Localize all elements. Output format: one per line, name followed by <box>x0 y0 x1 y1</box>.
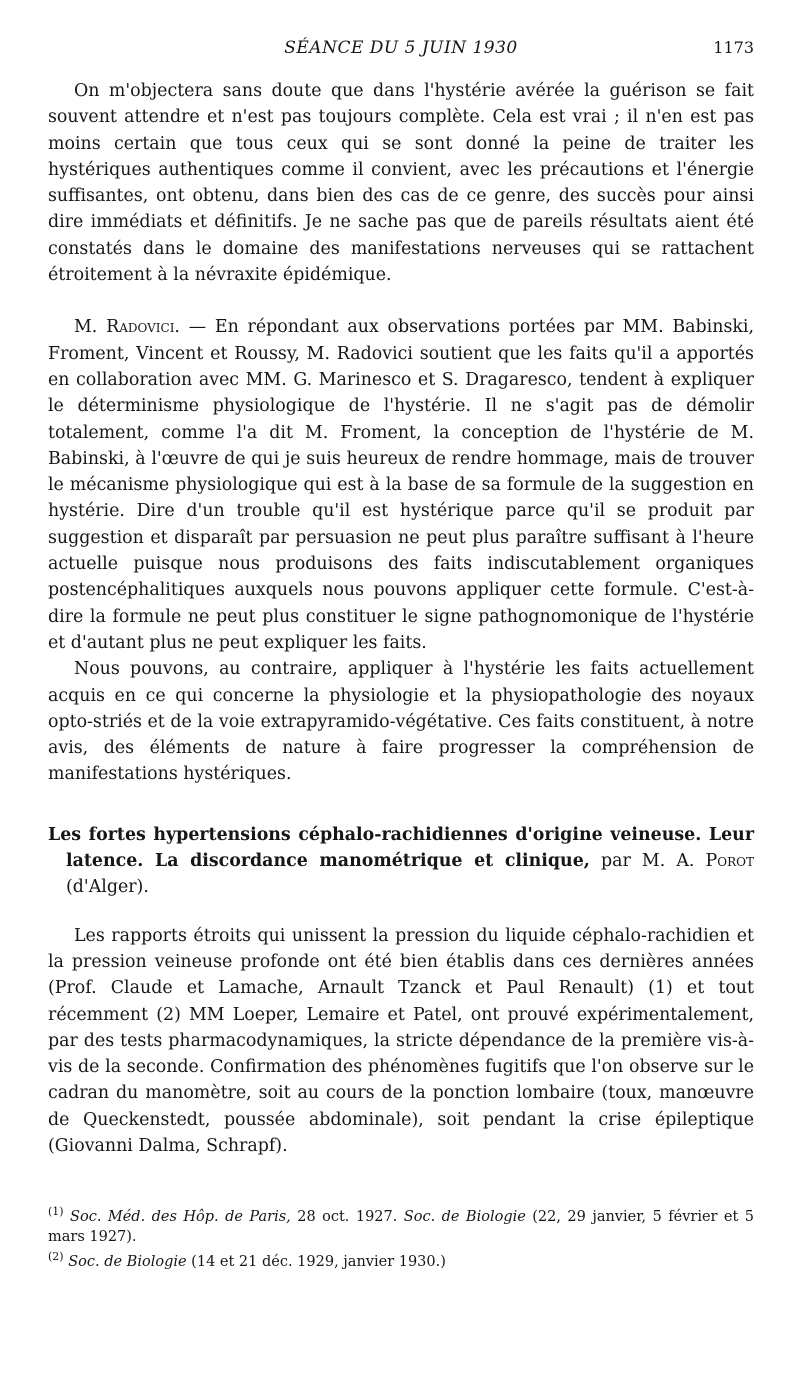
paragraph-radovici-response <box>48 314 754 656</box>
speaker-name: M. Radovici. <box>74 317 180 338</box>
speaker-text: — En répondant aux observations portées par MM. Babinski, Froment, Vincent et Roussy, M. Radovici soutient que les faits qu'il a apportés en collaboration avec MM. G. Marinesco et S. Dragaresco, tendent à expliquer le déterminisme physiologique de l'hystérie. Il ne s'agit pas de démolir totalement, comme l'a dit M. Froment, la conception de l'hystérie de M. Babinski, à l'œuvre de qui je suis heureux de rendre hommage, mais de trouver le mécanisme physiologique qui est à la base de sa formule de la suggestion en hystérie. Dire d'un trouble qu'il est hystérique parce qu'il se produit par suggestion et disparaît par persuasion ne peut plus paraître suffisant à l'heure actuelle puisque nous produisons des faits indiscutablement organiques postencéphalitiques auxquels nous pouvons appliquer cette formule. C'est-à-dire la formule ne peut plus constituer le signe pathognomonique de l'hystérie et d'autant plus ne peut expliquer les faits. <box>48 317 754 653</box>
paragraph-physiologie: Nous pouvons, au contraire, appliquer à l'hystérie les faits actuellement acquis en ce qui concerne la physiologie et la physiopathologie des noyaux opto-striés et de la voie extrapyramido-végétative. Ces faits constituent, à notre avis, des éléments de nature à faire progresser la compréhension de manifestations hystériques. <box>48 659 754 785</box>
running-head: SÉANCE DU 5 JUIN 1930 <box>284 38 518 58</box>
paragraph-hysteria-guerison: On m'objectera sans doute que dans l'hystérie avérée la guérison se fait souvent attendre et n'est pas toujours complète. Cela est vrai ; il n'en est pas moins certain que tous ceux qui se sont donné la peine de traiter les hystériques authentiques comme il convient, avec les précautions et l'énergie suffisantes, ont obtenu, dans bien des cas de ce genre, des succès pour ainsi dire immédiats et définitifs. Je ne sache pas que de pareils résultats aient été constatés dans le domaine des manifestations nerveuses qui se rattachent étroitement à la névraxite épidémique. <box>48 81 754 286</box>
article-author-place: (d'Alger). <box>66 877 149 898</box>
footnote-1-source-1: Soc. Méd. des Hôp. de Paris, <box>70 1208 291 1225</box>
footnote-2-mark: (2) <box>48 1249 64 1263</box>
article-title-by: par <box>589 851 642 872</box>
footnote-1-source-2: Soc. de Biologie <box>403 1208 526 1225</box>
footnote-2-end: (14 et 21 déc. 1929, janvier 1930.) <box>186 1253 446 1270</box>
footnote-1 <box>48 1202 754 1247</box>
article-title-text: Les fortes hypertensions céphalo-rachidiennes d'origine veineuse. Leur latence. La discordance manométrique et clinique, <box>48 824 754 872</box>
page-header <box>48 38 754 66</box>
footnote-1-mark: (1) <box>48 1205 64 1218</box>
footnote-1-date: 28 oct. 1927. <box>290 1208 404 1225</box>
footnote-2 <box>48 1247 754 1272</box>
paragraph-pression-veineuse: Les rapports étroits qui unissent la pression du liquide céphalo-rachidien et la pression veineuse profonde ont été bien établis dans ces dernières années (Prof. Claude et Lamache, Arnault Tzanck et Paul Renault) (1) et tout récemment (2) MM Loeper, Lemaire et Patel, ont prouvé expérimentalement, par des tests pharmacodynamiques, la stricte dépendance de la première vis-à-vis de la seconde. Confirmation des phénomènes fugitifs que l'on observe sur le cadran du manomètre, soit au cours de la ponction lombaire (toux, manœuvre de Queckenstedt, poussée abdominale), soit pendant la crise épileptique (Giovanni Dalma, Schrapf). <box>48 925 754 1156</box>
footnotes <box>48 1202 754 1272</box>
page-number: 1173 <box>713 38 754 57</box>
article-author: M. A. Porot <box>641 851 754 872</box>
footnote-2-source: Soc. de Biologie <box>68 1253 187 1270</box>
footnote-1-end: (22, 29 janvier, 5 février et 5 mars 1927). <box>48 1208 755 1245</box>
article-title <box>48 822 754 901</box>
page-body <box>48 78 754 1159</box>
